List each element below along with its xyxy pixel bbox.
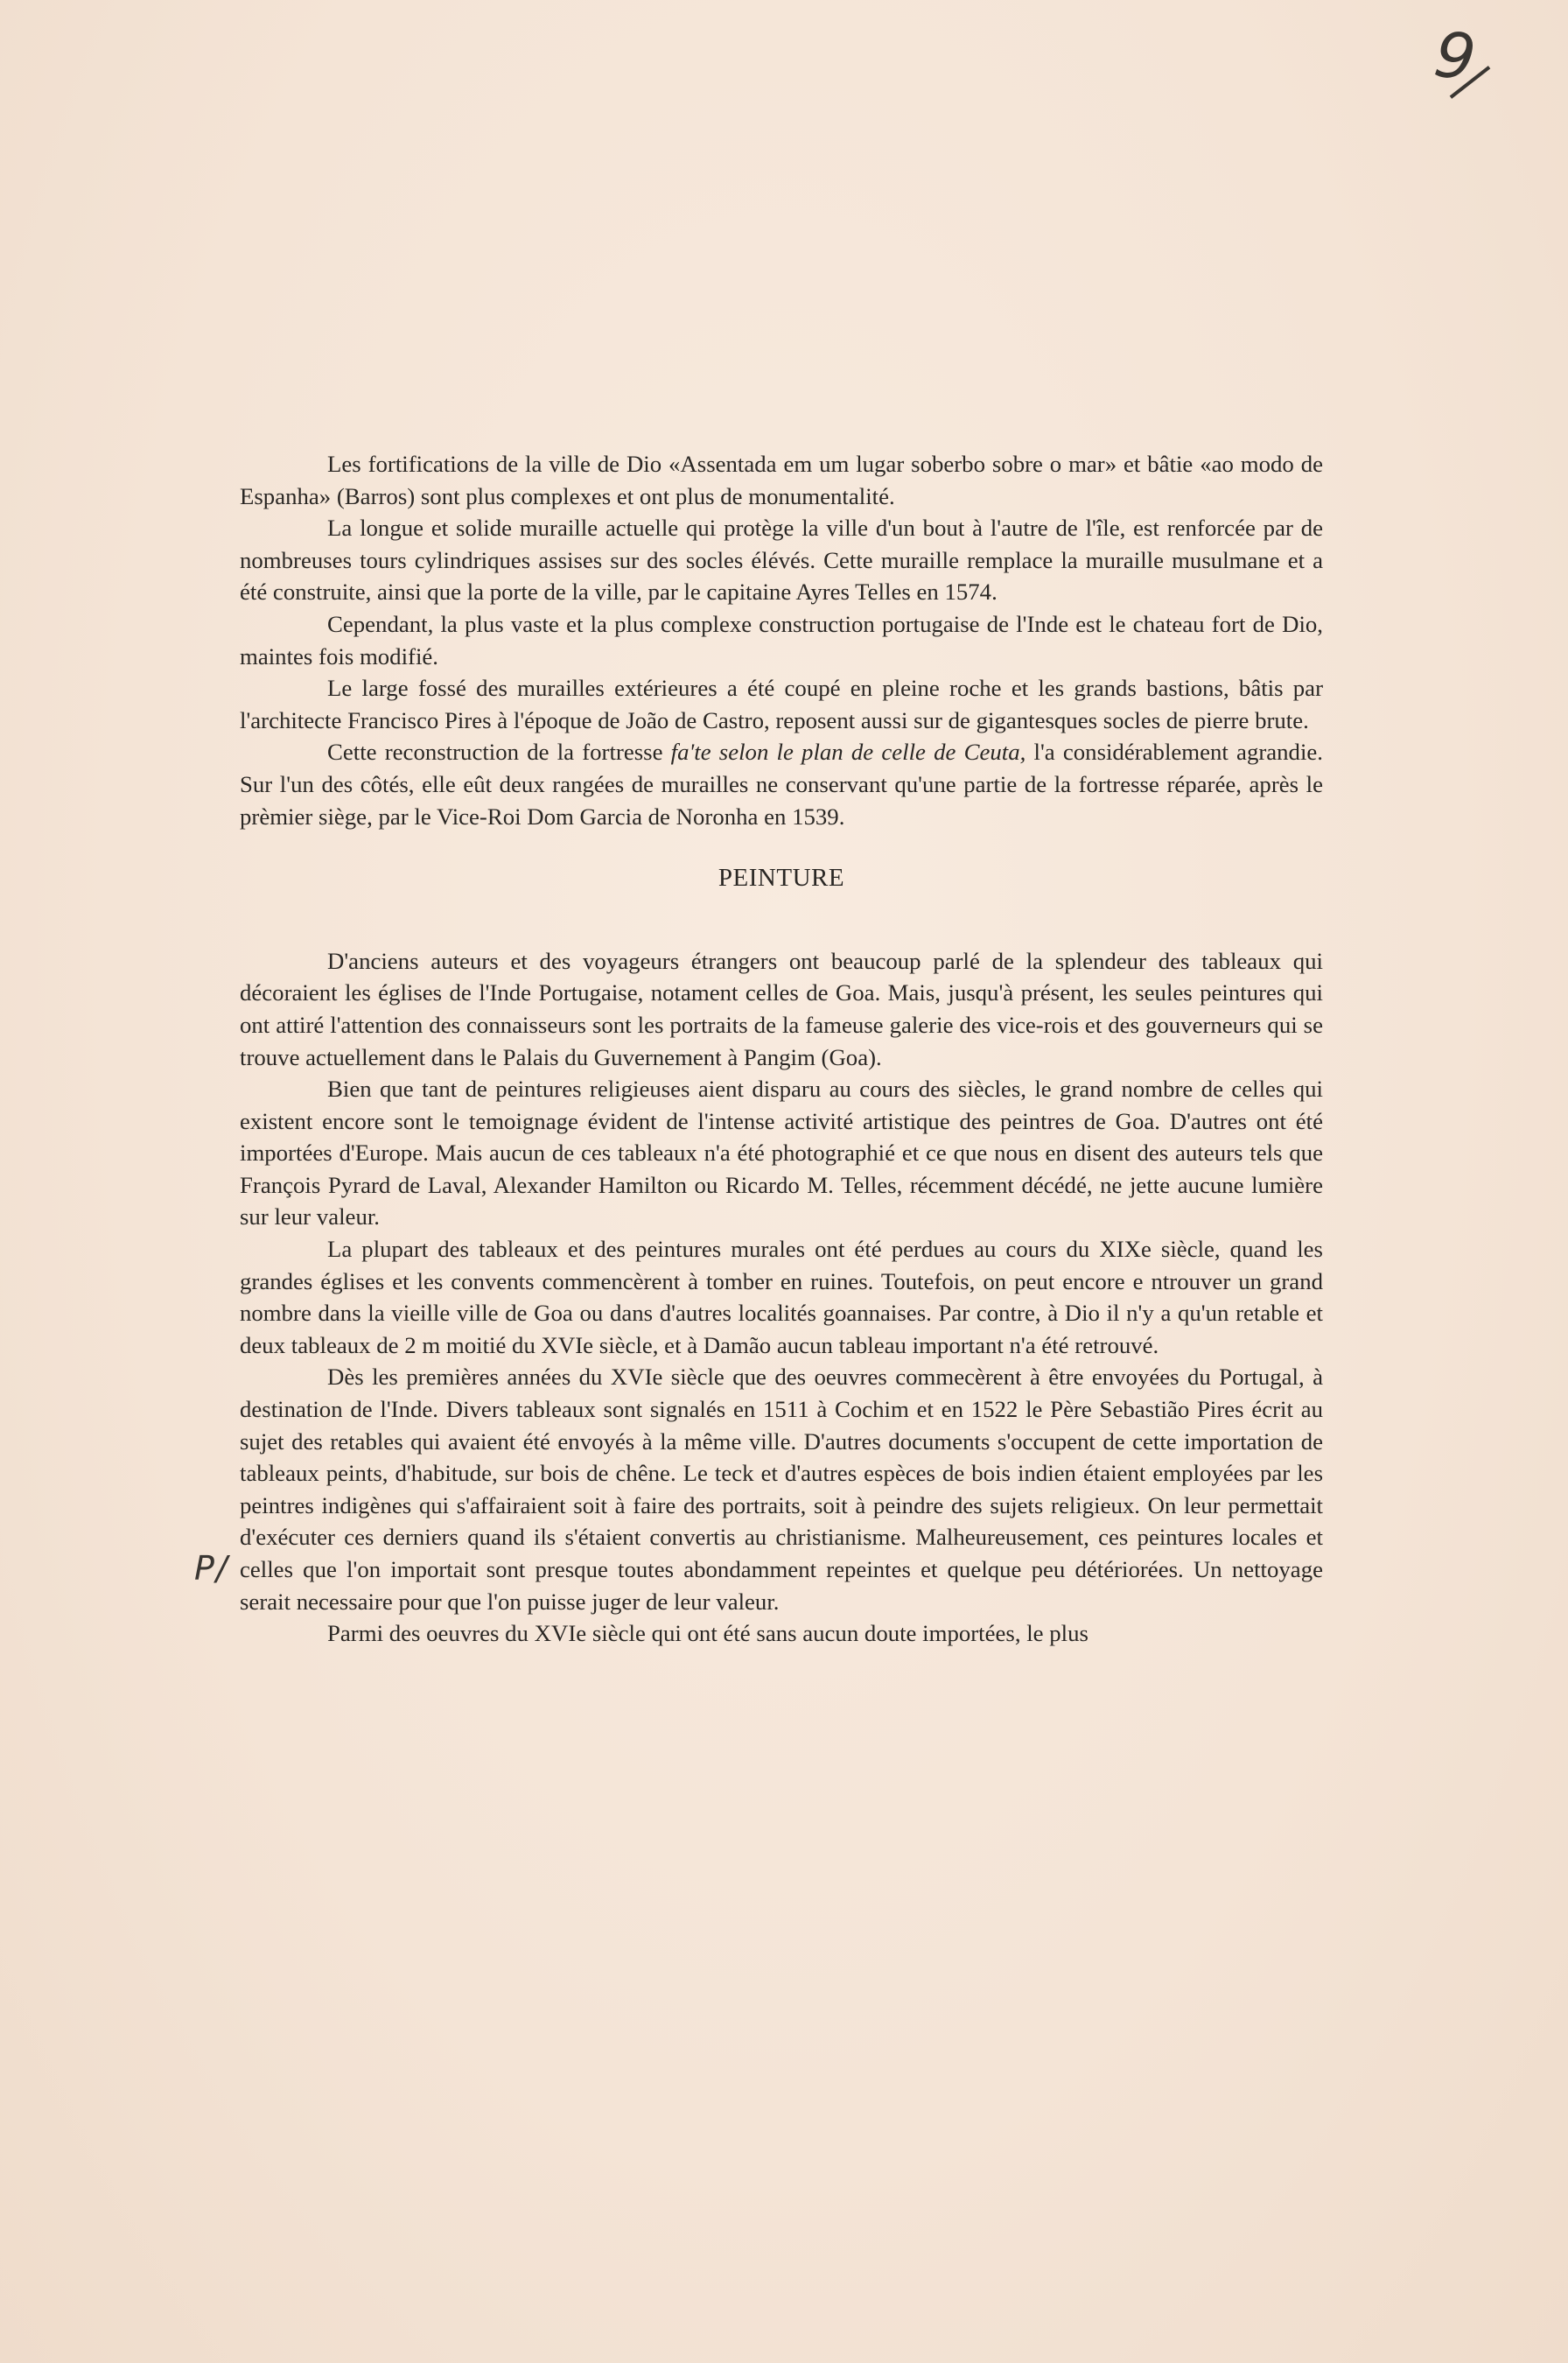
body-text	[240, 448, 1323, 1650]
margin-note: P/	[194, 1549, 229, 1588]
paragraph: Cependant, la plus vaste et la plus complexe construction portugaise de l'Inde est le chateau fort de Dio, maintes fois modifié.	[240, 610, 1323, 670]
paragraph: Bien que tant de peintures religieuses aient disparu au cours des siècles, le grand nombre de celles qui existent encore sont le temoignage évident de l'intense activité artistique des peintres de Goa. D'autres ont été importées d'Europe. Mais aucun de ces tableaux n'a été photographié et ce que nous en disent des auteurs tels que François Pyrard de Laval, Alexander Hamilton ou Ricardo M. Telles, récemment décédé, ne jette aucune lumière sur leur valeur.	[240, 1076, 1323, 1231]
paragraph: La plupart des tableaux et des peintures murales ont été perdues au cours du XIXe siècle, quand les grandes églises et les convents commencèrent à tomber en ruines. Toutefois, on peut encore e ntrouver un grand nombre dans la vieille ville de Goa ou dans d'autres localités goannaises. Par contre, à Dio il n'y a qu'un retable et deux tableaux de 2 m moitié du XVIe siècle, et à Damão aucun tableau important n'a été retrouvé.	[240, 1236, 1323, 1358]
paragraph-ceuta-before: Cette reconstruction de la fortresse	[327, 739, 671, 766]
paragraph: Dès les premières années du XVIe siècle que des oeuvres commecèrent à être envoyées du Portugal, à destination de l'Inde. Divers tableaux sont signalés en 1511 à Cochim et en 1522 le Père Sebastião Pires écrit au sujet des retables qui avaient été envoyés à la même ville. D'autres documents s'occupent de cette importation de tableaux peints, d'habitude, sur bois de chêne. Le teck et d'autres espèces de bois indien étaient employées par les peintres indigènes qui s'affairaient soit à faire des portraits, soit à peindre des sujets religieux. On leur permettait d'exécuter ces derniers quand ils s'étaient convertis au christianisme. Malheureusement, ces peintures locales et celles que l'on importait sont presque toutes abondamment repeintes et quelque peu détériorées. Un nettoyage serait necessaire pour que l'on puisse juger de leur valeur.	[240, 1364, 1323, 1615]
page-number: 9	[1430, 17, 1480, 95]
paragraph: D'anciens auteurs et des voyageurs étrangers ont beaucoup parlé de la splendeur des tableaux qui décoraient les églises de l'Inde Portugaise, notament celles de Goa. Mais, jusqu'à présent, les seules peintures qui ont attiré l'attention des connaisseurs sont les portraits de la fameuse galerie des vice-rois et des gouverneurs qui se trouve actuellement dans le Palais du Guvernement à Pangim (Goa).	[240, 947, 1323, 1070]
paragraph-ceuta-after: l'a considérablement agrandie. Sur l'un des côtés, elle eût deux rangées de murailles ne conservant qu'une partie de la fortresse réparée, après le prèmier siège, par le Vice-Roi Dom Garcia de Noronha en 1539.	[240, 739, 1323, 830]
paragraph-ceuta-italic: fa'te selon le plan de celle de Ceuta,	[670, 739, 1026, 766]
paragraph: La longue et solide muraille actuelle qui protège la ville d'un bout à l'autre de l'île, est renforcée par de nombreuses tours cylindriques assises sur des socles élévés. Cette muraille remplace la muraille musulmane et a été construite, ainsi que la porte de la ville, par le capitaine Ayres Telles en 1574.	[240, 515, 1323, 606]
paragraph-ceuta	[240, 736, 1323, 832]
paragraph: Les fortifications de la ville de Dio «Assentada em um lugar soberbo sobre o mar» et bâtie «ao modo de Espanha» (Barros) sont plus complexes et ont plus de monumentalité.	[240, 451, 1323, 509]
paragraph: Parmi des oeuvres du XVIe siècle qui ont été sans aucun doute importées, le plus	[327, 1620, 1088, 1647]
section-heading: PEINTURE	[718, 864, 845, 893]
paragraph: Le large fossé des murailles extérieures a été coupé en pleine roche et les grands bastions, bâtis par l'architecte Francisco Pires à l'époque de João de Castro, reposent aussi sur de gigantesques socles de pierre brute.	[240, 675, 1323, 733]
